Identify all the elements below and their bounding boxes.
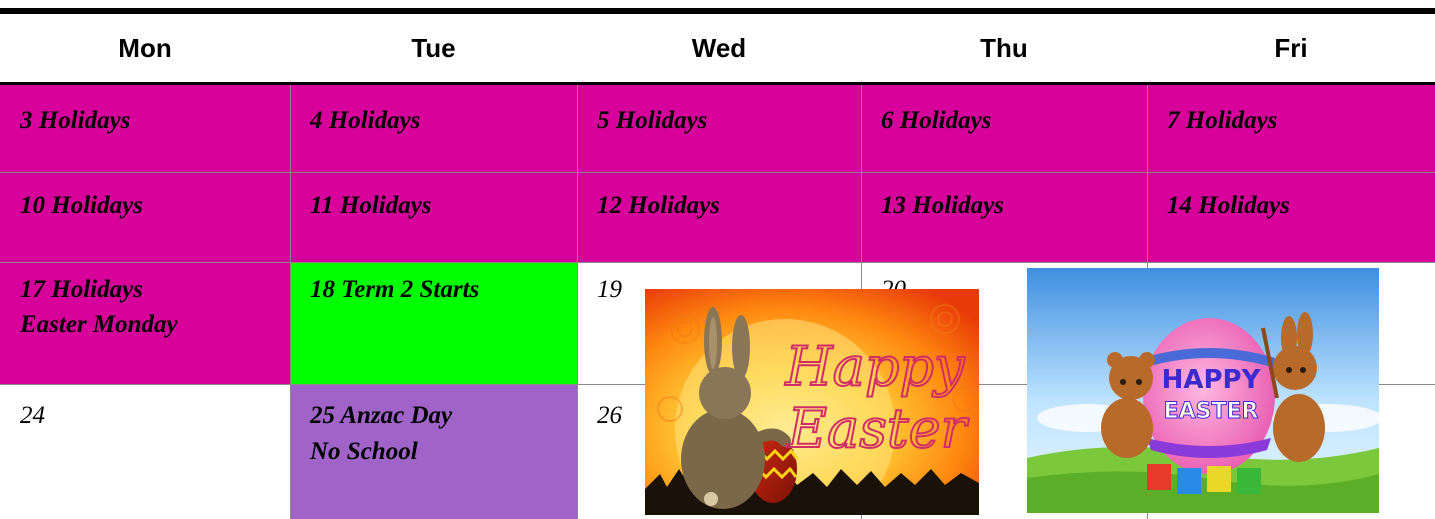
day-label: 14 Holidays — [1167, 192, 1290, 219]
column-divider — [577, 85, 578, 519]
day-cell — [861, 85, 1147, 172]
happy-easter-bunny-image — [645, 289, 979, 515]
row-divider — [0, 172, 1435, 173]
day-cell — [0, 85, 290, 172]
day-label: 3 Holidays — [20, 107, 131, 134]
happy-easter-bears-image — [1027, 268, 1379, 513]
image-caption: Easter — [787, 397, 967, 460]
day-cell — [290, 384, 577, 519]
header-fri: Fri — [1274, 32, 1308, 63]
day-label: 11 Holidays — [310, 192, 432, 219]
image-caption: HAPPY — [1161, 365, 1261, 395]
day-cell — [577, 172, 861, 262]
header-mon: Mon — [118, 32, 172, 63]
day-cell — [0, 172, 290, 262]
day-cell — [1147, 85, 1435, 172]
day-label: 10 Holidays — [20, 192, 143, 219]
day-label: 13 Holidays — [881, 192, 1004, 219]
header-tue: Tue — [411, 32, 456, 63]
row-divider — [0, 262, 1435, 263]
day-label: 5 Holidays — [597, 107, 708, 134]
image-caption: Happy — [785, 335, 965, 398]
day-label: 4 Holidays — [310, 107, 421, 134]
day-cell — [290, 172, 577, 262]
day-label: 18 Term 2 Starts — [310, 276, 480, 303]
day-label: 26 — [597, 402, 622, 429]
day-label: 24 — [20, 402, 45, 429]
day-label: 12 Holidays — [597, 192, 720, 219]
day-label: 25 Anzac Day — [310, 402, 453, 429]
header-thu: Thu — [980, 32, 1028, 63]
day-label: 17 Holidays — [20, 276, 143, 303]
day-label: 6 Holidays — [881, 107, 992, 134]
day-cell — [290, 85, 577, 172]
day-note: No School — [310, 438, 418, 465]
day-label: 19 — [597, 276, 622, 303]
day-cell — [0, 262, 290, 384]
day-cell — [0, 384, 290, 519]
day-label: 7 Holidays — [1167, 107, 1278, 134]
column-divider — [290, 85, 291, 519]
day-cell — [1147, 172, 1435, 262]
header-wed: Wed — [691, 32, 747, 63]
day-cell — [577, 85, 861, 172]
image-caption: EASTER — [1163, 399, 1259, 424]
day-note: Easter Monday — [20, 311, 178, 338]
day-cell — [290, 262, 577, 384]
day-cell — [861, 172, 1147, 262]
